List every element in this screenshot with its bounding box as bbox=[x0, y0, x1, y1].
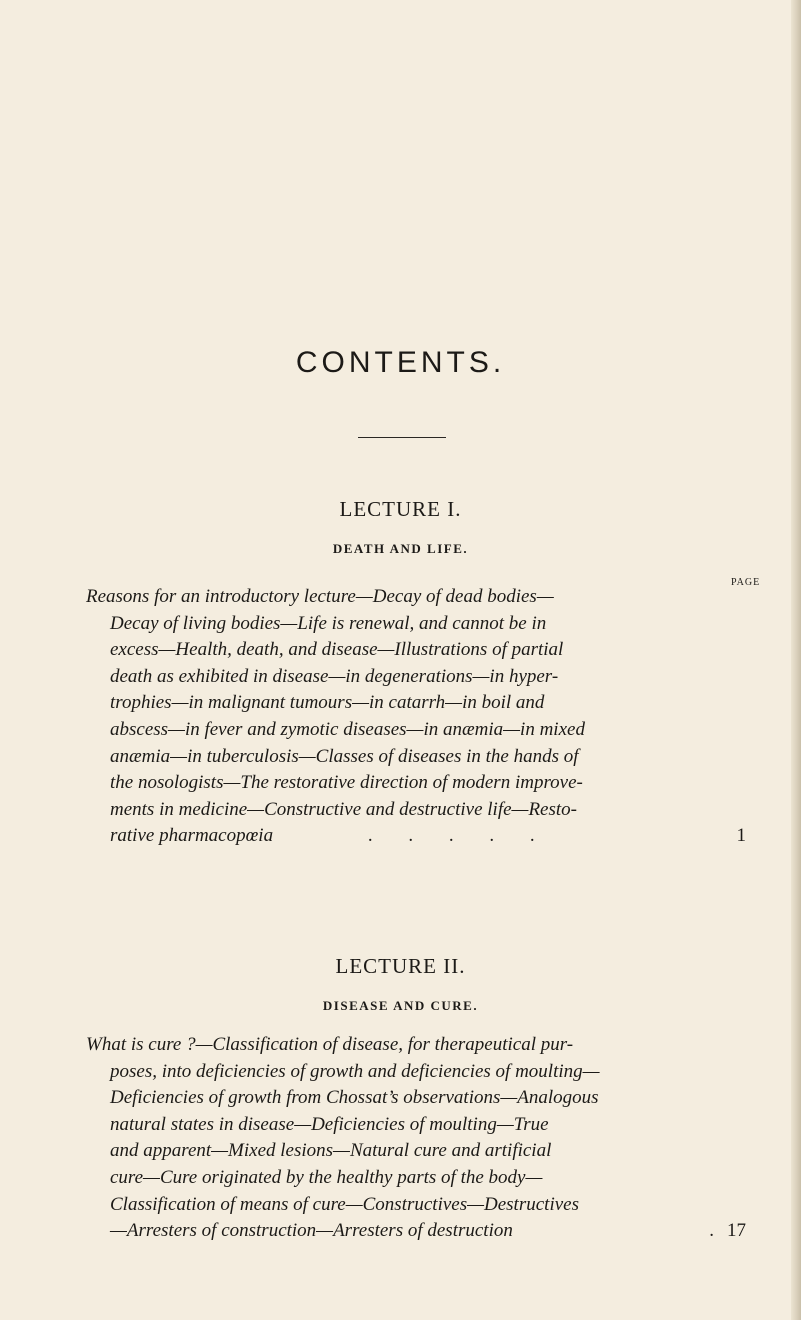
entry-line: Reasons for an introductory lecture—Decay of dead bodies— bbox=[86, 586, 554, 607]
lecture-subtitle: DISEASE AND CURE. bbox=[322, 998, 479, 1013]
dot-leader: . . . . . bbox=[367, 825, 537, 847]
entry-line: trophies—in malignant tumours—in catarrh—in boil and bbox=[110, 692, 545, 714]
contents-entry bbox=[86, 584, 746, 850]
entry-line: poses, into deficiencies of growth and deficiencies of moulting— bbox=[110, 1060, 600, 1082]
contents-entry bbox=[86, 1032, 746, 1245]
title-divider bbox=[358, 437, 446, 438]
entry-line: excess—Health, death, and disease—Illustrations of partial bbox=[110, 639, 564, 661]
page-edge bbox=[791, 0, 801, 1320]
page-number: 1 bbox=[736, 825, 746, 847]
page-title: CONTENTS. bbox=[295, 346, 506, 379]
dot-leader: . bbox=[709, 1220, 716, 1242]
entry-line: Deficiencies of growth from Chossat’s observations—Analogous bbox=[110, 1087, 599, 1109]
entry-line: death as exhibited in disease—in degenerations—in hyper- bbox=[110, 665, 559, 687]
entry-line: the nosologists—The restorative direction of modern improve- bbox=[110, 772, 583, 794]
entry-line: cure—Cure originated by the healthy parts of the body— bbox=[110, 1166, 543, 1188]
page-column-label: PAGE bbox=[731, 577, 761, 588]
entry-line: ments in medicine—Constructive and destructive life—Resto- bbox=[110, 798, 577, 820]
entry-line: Decay of living bodies—Life is renewal, and cannot be in bbox=[110, 612, 547, 634]
lecture-subtitle: DEATH AND LIFE. bbox=[332, 541, 469, 556]
entry-line: abscess—in fever and zymotic diseases—in anæmia—in mixed bbox=[110, 718, 585, 740]
page-number: 17 bbox=[727, 1220, 746, 1242]
entry-line: What is cure ?—Classification of disease, for therapeutical pur- bbox=[86, 1034, 574, 1055]
entry-line-last bbox=[86, 823, 746, 850]
entry-line-text: —Arresters of construction—Arresters of destruction bbox=[110, 1220, 513, 1242]
entry-line: and apparent—Mixed lesions—Natural cure and artificial bbox=[110, 1140, 552, 1162]
entry-line: natural states in disease—Deficiencies of moulting—True bbox=[110, 1113, 549, 1135]
entry-line-last bbox=[86, 1218, 746, 1245]
entry-line: anæmia—in tuberculosis—Classes of diseases in the hands of bbox=[110, 745, 579, 767]
entry-line-text: rative pharmacopœia bbox=[110, 825, 274, 847]
entry-line: Classification of means of cure—Constructives—Destructives bbox=[110, 1193, 579, 1215]
lecture-heading: LECTURE I. bbox=[339, 497, 462, 521]
lecture-heading: LECTURE II. bbox=[335, 954, 466, 978]
